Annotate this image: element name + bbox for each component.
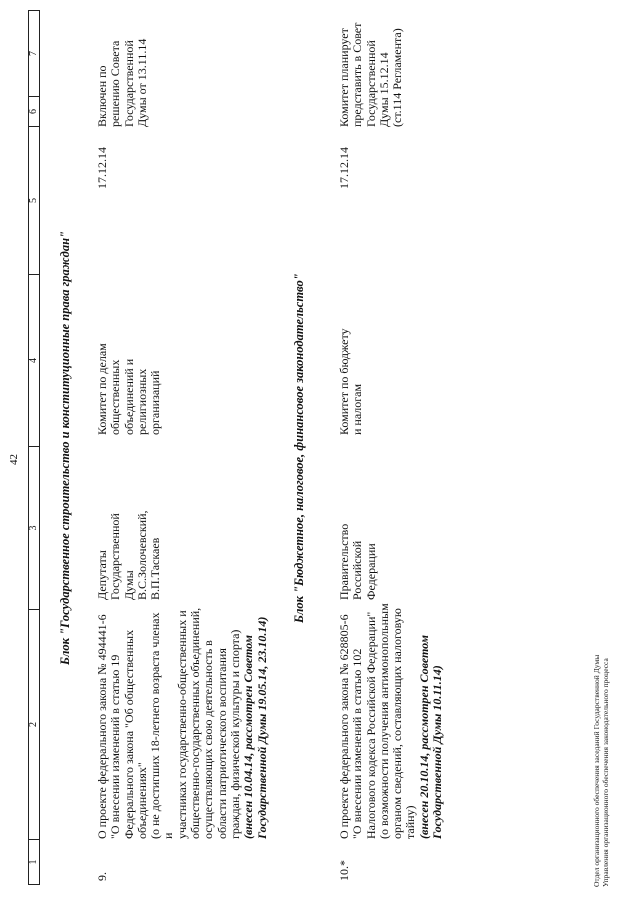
responsible-committee (338, 285, 365, 435)
committee-line: Комитет по делам (95, 343, 109, 435)
bill-line: О проекте федерального закона № 494441-6 (95, 614, 109, 839)
row-number: 10.* (337, 860, 351, 881)
bill-line: граждан, физической культуры и спорта) (227, 629, 242, 839)
note-line: Думы 15.12.14 (376, 52, 391, 127)
column-header: 2 (29, 610, 40, 840)
column-header: 7 (29, 11, 40, 97)
column-header: 5 (29, 127, 40, 275)
row-note (96, 9, 149, 127)
column-header: 4 (29, 275, 40, 447)
author-line: Депутаты (95, 550, 109, 600)
bill-line: "О внесении изменений в статью 19 (108, 654, 123, 839)
bill-line: участниках государственно-общественных и (174, 610, 189, 839)
bill-line: "О внесении изменений в статью 102 (350, 648, 365, 839)
note-line: Включен по (95, 65, 109, 127)
bill-line: объединениях" (134, 762, 149, 839)
bill-line: (о возможности получения антимонопольным (376, 603, 391, 839)
block-title: Блок "Государственное строительство и конституционные права граждан" (58, 231, 72, 665)
footer-line: Управления организационного обеспечения законодательного процесса (601, 658, 610, 887)
consideration-date: 17.12.14 (95, 147, 109, 189)
note-line: Государственной (363, 40, 378, 127)
bill-description (338, 599, 444, 839)
author-line: Правительство (337, 523, 351, 600)
committee-line: организаций (148, 370, 163, 435)
bill-authors (338, 450, 378, 600)
column-header: 3 (29, 447, 40, 610)
note-line: Комитет планирует (337, 28, 351, 127)
bill-line: (о не достигших 18-летнего возраста членах и (148, 612, 176, 839)
column-header: 6 (29, 97, 40, 127)
committee-line: общественных (108, 359, 123, 435)
page-footer (592, 655, 610, 887)
bill-note-line: (внесен 10.04.14, рассмотрен Советом (241, 635, 256, 839)
note-line: (ст.114 Регламента) (390, 28, 405, 127)
bill-line: О проекте федерального закона № 628805-6 (337, 614, 351, 839)
bill-line: осуществляющих свою деятельность в (201, 640, 216, 839)
bill-note-line: Государственной Думы 10.11.14) (430, 665, 445, 839)
bill-note-line: (внесен 20.10.14, рассмотрен Советом (416, 635, 431, 839)
bill-authors (96, 450, 162, 600)
bill-line: Налогового кодекса Российской Федерации" (363, 611, 378, 839)
committee-line: и налогам (350, 383, 365, 435)
author-line: Думы (121, 570, 136, 600)
bill-line: тайну) (403, 805, 418, 839)
bill-line: органом сведений, составляющих налоговую (390, 608, 405, 839)
page-number: 42 (8, 454, 20, 465)
consideration-date: 17.12.14 (337, 147, 351, 189)
block-title: Блок "Бюджетное, налоговое, финансовое законодательство" (292, 273, 306, 623)
committee-line: объединений и (121, 358, 136, 435)
bill-line: общественно-государственных объединений, (188, 607, 203, 839)
note-line: Думы от 13.11.14 (134, 38, 149, 127)
note-line: представить в Совет (350, 22, 365, 127)
author-line: Государственной (108, 513, 123, 600)
note-line: решению Совета (108, 40, 123, 127)
author-line: Российской (350, 540, 365, 600)
bill-line: области патриотического воспитания (214, 648, 229, 839)
row-note (338, 5, 404, 127)
note-line: Государственной (121, 40, 136, 127)
row-number: 9. (95, 872, 109, 881)
author-line: Федерации (363, 543, 378, 600)
committee-line: Комитет по бюджету (337, 328, 351, 435)
bill-description (96, 607, 269, 839)
bill-note-line: Государственной Думы 19.05.14, 23.10.14) (254, 616, 269, 839)
bill-line: Федерального закона "Об общественных (121, 629, 136, 839)
committee-line: религиозных (134, 368, 149, 435)
column-header: 1 (29, 840, 40, 885)
author-line: В.С.Золочевский, (134, 510, 149, 600)
footer-line: Отдел организационного обеспечения заседаний Государственной Думы (592, 654, 601, 887)
author-line: В.П.Таскаев (148, 537, 163, 600)
column-header-row (28, 10, 40, 885)
responsible-committee (96, 285, 162, 435)
